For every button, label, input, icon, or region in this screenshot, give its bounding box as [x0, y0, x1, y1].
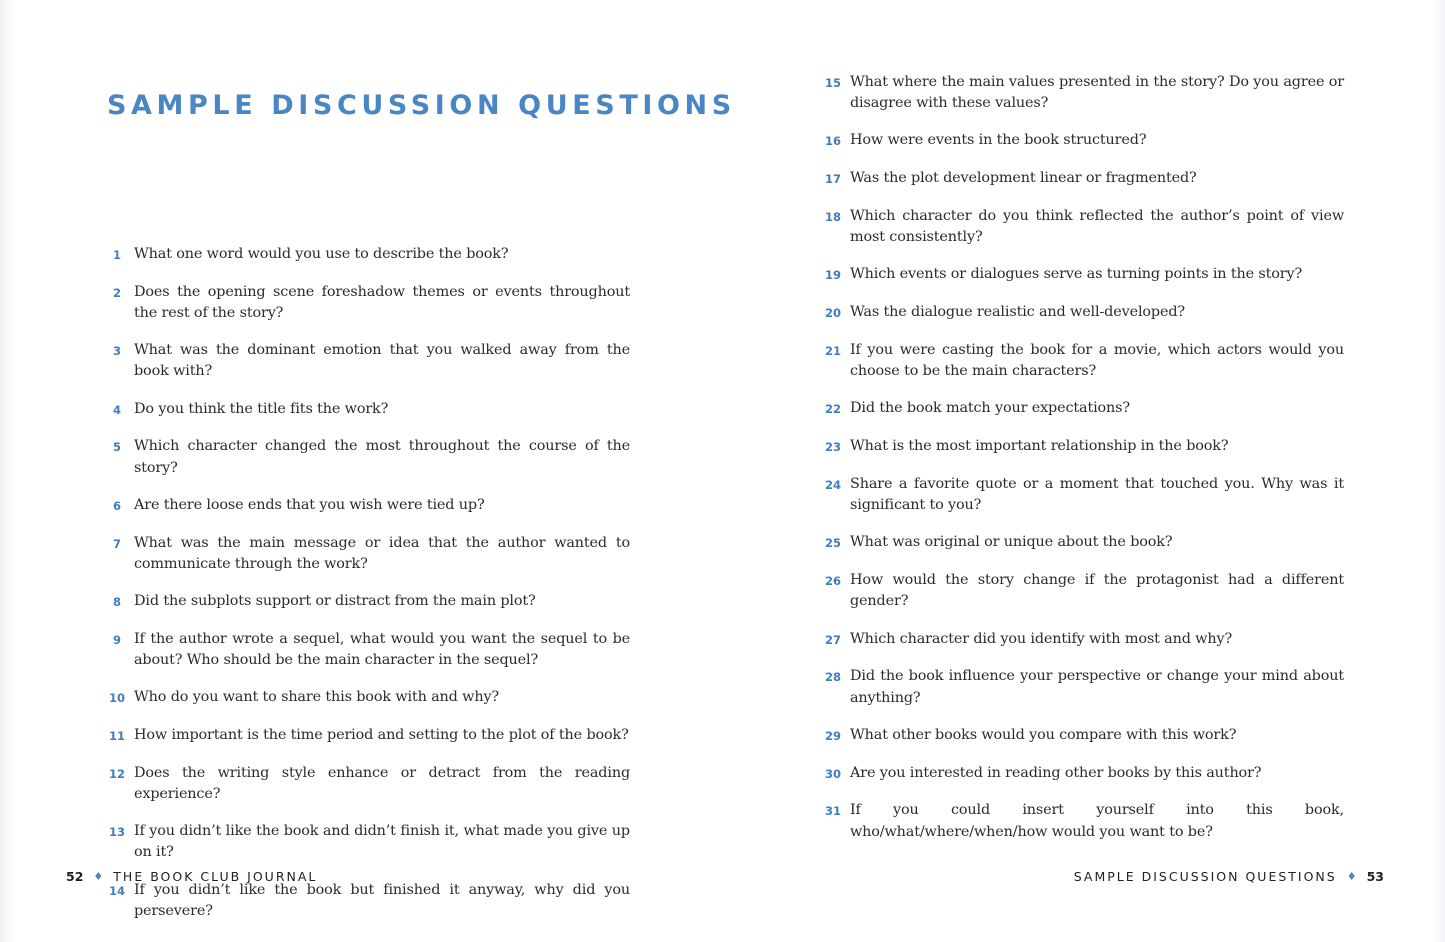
running-title: SAMPLE DISCUSSION QUESTIONS	[1073, 869, 1337, 884]
question-item	[816, 340, 1344, 383]
question-item	[816, 666, 1344, 709]
question-item	[100, 725, 630, 747]
question-item	[100, 340, 630, 383]
question-item	[816, 570, 1344, 613]
question-item	[816, 72, 1344, 115]
question-text: If you were casting the book for a movie, which actors would you choose to be the main characters?	[850, 341, 1344, 380]
question-number: 21	[824, 343, 841, 358]
question-item	[100, 533, 630, 576]
question-number: 24	[824, 477, 841, 492]
question-item	[816, 800, 1344, 843]
question-number: 26	[824, 574, 841, 589]
question-number: 18	[824, 209, 841, 224]
question-text: Was the dialogue realistic and well-developed?	[850, 304, 1185, 321]
question-text: Did the book influence your perspective or change your mind about anything?	[850, 668, 1344, 706]
question-number: 4	[112, 402, 121, 417]
question-text: What other books would you compare with this work?	[850, 726, 1237, 743]
question-number: 5	[112, 440, 121, 455]
question-number: 17	[824, 172, 841, 187]
question-text: If you didn’t like the book and didn’t finish it, what made you give up on it?	[134, 823, 630, 861]
question-item	[816, 474, 1344, 517]
question-text: What was the main message or idea that the author wanted to communicate through the work?	[134, 534, 630, 572]
question-text: Which character do you think reflected the author’s point of view most consistently?	[850, 207, 1344, 246]
page-edge-shadow	[1431, 0, 1445, 942]
question-number: 20	[824, 306, 841, 321]
question-number: 30	[824, 766, 841, 781]
question-item	[100, 282, 630, 325]
question-text: What was original or unique about the book?	[850, 534, 1173, 551]
question-number: 27	[824, 632, 841, 647]
question-number: 1	[112, 248, 121, 262]
question-number: 22	[824, 402, 841, 417]
question-number: 13	[108, 825, 125, 840]
question-number: 19	[824, 268, 841, 283]
question-item	[816, 436, 1344, 458]
question-text: What is the most important relationship in the book?	[850, 438, 1229, 455]
question-item	[816, 302, 1344, 324]
question-text: Who do you want to share this book with and why?	[134, 689, 499, 706]
question-item	[100, 591, 630, 613]
running-title: THE BOOK CLUB JOURNAL	[113, 869, 318, 884]
question-text: Does the writing style enhance or detract from the reading experience?	[134, 764, 630, 803]
question-number: 6	[112, 498, 121, 513]
question-text: Do you think the title fits the work?	[134, 400, 389, 417]
question-item	[100, 495, 630, 517]
question-item	[816, 763, 1344, 785]
question-item	[100, 763, 630, 806]
question-text: Was the plot development linear or fragmented?	[850, 170, 1197, 187]
question-text: Share a favorite quote or a moment that touched you. Why was it significant to you?	[850, 475, 1344, 514]
page-edge-shadow	[0, 0, 14, 942]
diamond-icon: ♦	[1346, 870, 1357, 883]
question-item	[816, 206, 1344, 249]
question-item	[100, 821, 630, 864]
question-item	[816, 725, 1344, 747]
question-item	[816, 398, 1344, 420]
question-list-right	[816, 72, 1344, 859]
question-number: 8	[112, 594, 121, 609]
question-list-left	[100, 244, 630, 938]
question-text: How important is the time period and setting to the plot of the book?	[134, 726, 629, 743]
question-number: 25	[824, 536, 841, 551]
question-item	[100, 244, 630, 266]
question-item	[816, 629, 1344, 651]
page-number: 52	[66, 869, 84, 884]
question-text: If the author wrote a sequel, what would you want the sequel to be about? Who should be the main character in the sequel?	[134, 630, 630, 669]
question-number: 23	[824, 440, 841, 455]
question-text: Did the subplots support or distract from the main plot?	[134, 592, 536, 609]
question-number: 12	[108, 766, 125, 781]
question-number: 31	[824, 804, 841, 819]
question-text: Did the book match your expectations?	[850, 400, 1130, 417]
question-item	[100, 629, 630, 672]
question-number: 16	[824, 134, 841, 149]
right-page	[722, 0, 1445, 942]
page-title: SAMPLE DISCUSSION QUESTIONS	[107, 90, 736, 121]
question-text: What was the dominant emotion that you walked away from the book with?	[134, 342, 630, 380]
question-item	[100, 399, 630, 421]
question-number: 9	[112, 632, 121, 647]
question-text: Which character changed the most throughout the course of the story?	[134, 438, 630, 476]
footer-left	[66, 869, 317, 884]
question-text: Which events or dialogues serve as turning points in the story?	[850, 266, 1303, 283]
question-item	[816, 264, 1344, 286]
question-number: 29	[824, 728, 841, 743]
question-number: 14	[108, 883, 125, 898]
question-text: How would the story change if the protagonist had a different gender?	[850, 572, 1344, 610]
question-text: Does the opening scene foreshadow themes or events throughout the rest of the story?	[134, 283, 630, 322]
question-text: Are you interested in reading other books by this author?	[850, 764, 1262, 781]
question-text: How were events in the book structured?	[850, 132, 1147, 149]
question-number: 11	[108, 728, 125, 743]
diamond-icon: ♦	[93, 870, 104, 883]
question-item	[816, 168, 1344, 190]
question-number: 15	[824, 76, 841, 90]
page-number: 53	[1366, 869, 1384, 884]
question-text: If you could insert yourself into this book, who/what/where/when/how would you want to be?	[850, 802, 1344, 840]
question-text: Are there loose ends that you wish were tied up?	[134, 496, 485, 513]
question-number: 28	[824, 670, 841, 685]
question-item	[100, 880, 630, 923]
question-text: Which character did you identify with most and why?	[850, 630, 1233, 647]
question-number: 10	[108, 691, 125, 706]
question-item	[816, 532, 1344, 554]
question-text: What where the main values presented in the story? Do you agree or disagree with these values?	[850, 74, 1344, 112]
question-number: 2	[112, 285, 121, 300]
question-number: 3	[112, 344, 121, 359]
question-item	[816, 130, 1344, 152]
question-text: If you didn’t like the book but finished it anyway, why did you persevere?	[134, 881, 630, 919]
question-text: What one word would you use to describe the book?	[134, 246, 509, 262]
footer-right	[1074, 869, 1384, 884]
question-item	[100, 687, 630, 709]
question-item	[100, 436, 630, 479]
question-number: 7	[112, 536, 121, 551]
